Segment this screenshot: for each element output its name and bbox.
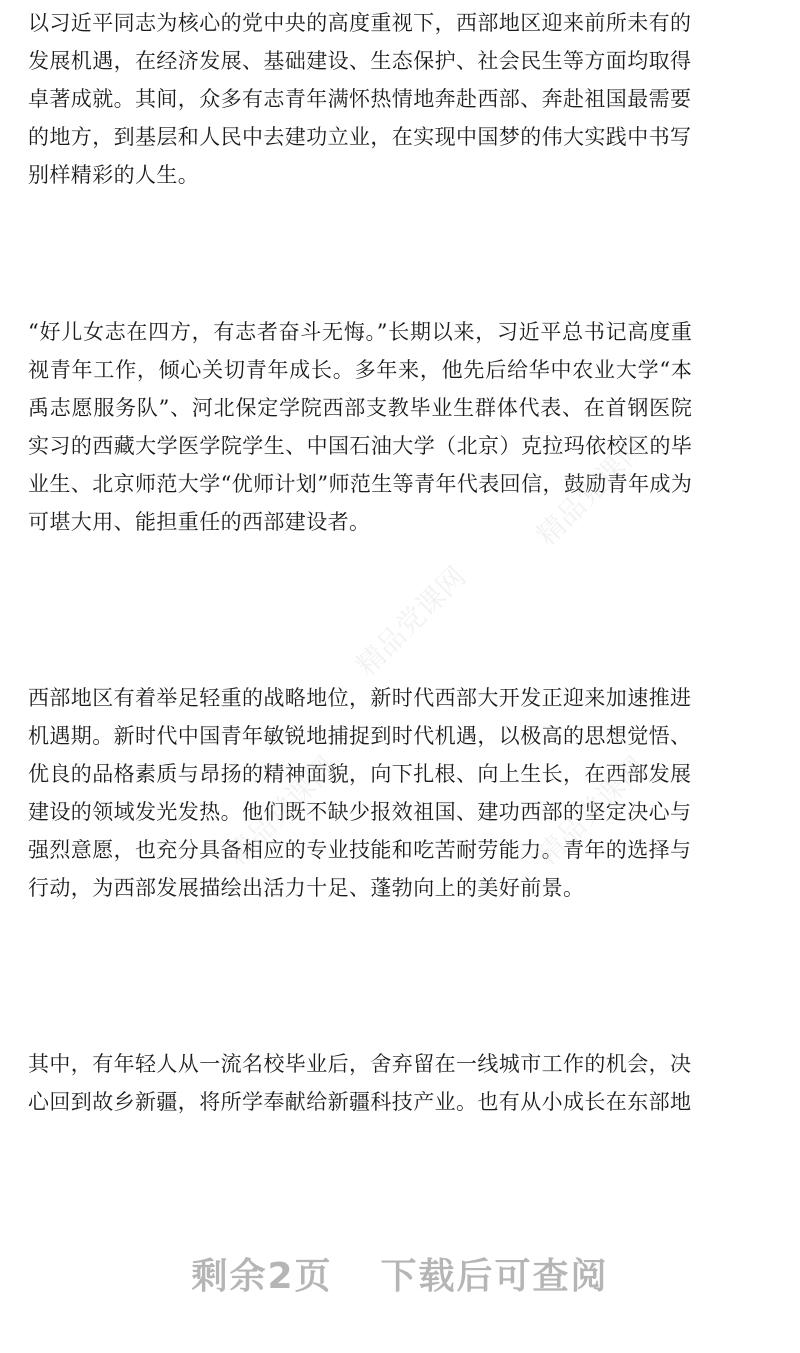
text-line: 西部地区有着举足轻重的战略地位，新时代西部大开发正迎来加速推进	[28, 686, 692, 710]
text-line: 机遇期。新时代中国青年敏锐地捕捉到时代机遇，以极高的思想觉悟、	[28, 724, 692, 748]
text-line: 优良的品格素质与昂扬的精神面貌，向下扎根、向上生长，在西部发展	[28, 762, 692, 786]
text-line: 卓著成就。其间，众多有志青年满怀热情地奔赴西部、奔赴祖国最需要	[28, 87, 692, 111]
text-line: 业生、北京师范大学“优师计划”师范生等青年代表回信，鼓励青年成为	[28, 472, 693, 496]
text-line: 实习的西藏大学医学院学生、中国石油大学（北京）克拉玛依校区的毕	[28, 434, 693, 458]
text-line: 视青年工作，倾心关切青年成长。多年来，他先后给华中农业大学“本	[28, 358, 693, 382]
text-line: 可堪大用、能担重任的西部建设者。	[28, 510, 371, 534]
remaining-pages-label: 剩余2页	[191, 1256, 333, 1297]
paragraph-3	[28, 679, 691, 907]
watermark: 精品党课网	[529, 429, 653, 553]
paragraph-2	[28, 313, 692, 541]
text-line: 其中，有年轻人从一流名校毕业后，舍弃留在一线城市工作的机会，决	[28, 1052, 692, 1076]
text-line: 心回到故乡新疆，将所学奉献给新疆科技产业。也有从小成长在东部地	[28, 1090, 692, 1114]
text-line: 禹志愿服务队”、河北保定学院西部支教毕业生群体代表、在首钢医院	[28, 396, 693, 420]
watermark: 精品党课网	[529, 749, 653, 873]
text-line: 行动，为西部发展描绘出活力十足、蓬勃向上的美好前景。	[28, 876, 585, 900]
text-line: 建设的领域发光发热。他们既不缺少报效祖国、建功西部的坚定决心与	[28, 800, 692, 824]
text-line: 以习近平同志为核心的党中央的高度重视下，西部地区迎来前所未有的	[28, 11, 692, 35]
download-prompt-button[interactable]	[0, 1248, 800, 1299]
text-line: “好儿女志在四方，有志者奋斗无悔。”长期以来，习近平总书记高度重	[28, 320, 693, 344]
download-to-view-label: 下载后可查阅	[380, 1256, 609, 1297]
paragraph-4	[28, 1045, 691, 1121]
text-line: 别样精彩的人生。	[28, 163, 200, 187]
watermark: 精品党课网	[349, 559, 473, 683]
watermark: 精品党课网	[219, 749, 343, 873]
text-line: 强烈意愿，也充分具备相应的专业技能和吃苦耐劳能力。青年的选择与	[28, 838, 692, 862]
text-line: 的地方，到基层和人民中去建功立业，在实现中国梦的伟大实践中书写	[28, 125, 692, 149]
paragraph-1	[28, 4, 691, 194]
text-line: 发展机遇，在经济发展、基础建设、生态保护、社会民生等方面均取得	[28, 49, 692, 73]
